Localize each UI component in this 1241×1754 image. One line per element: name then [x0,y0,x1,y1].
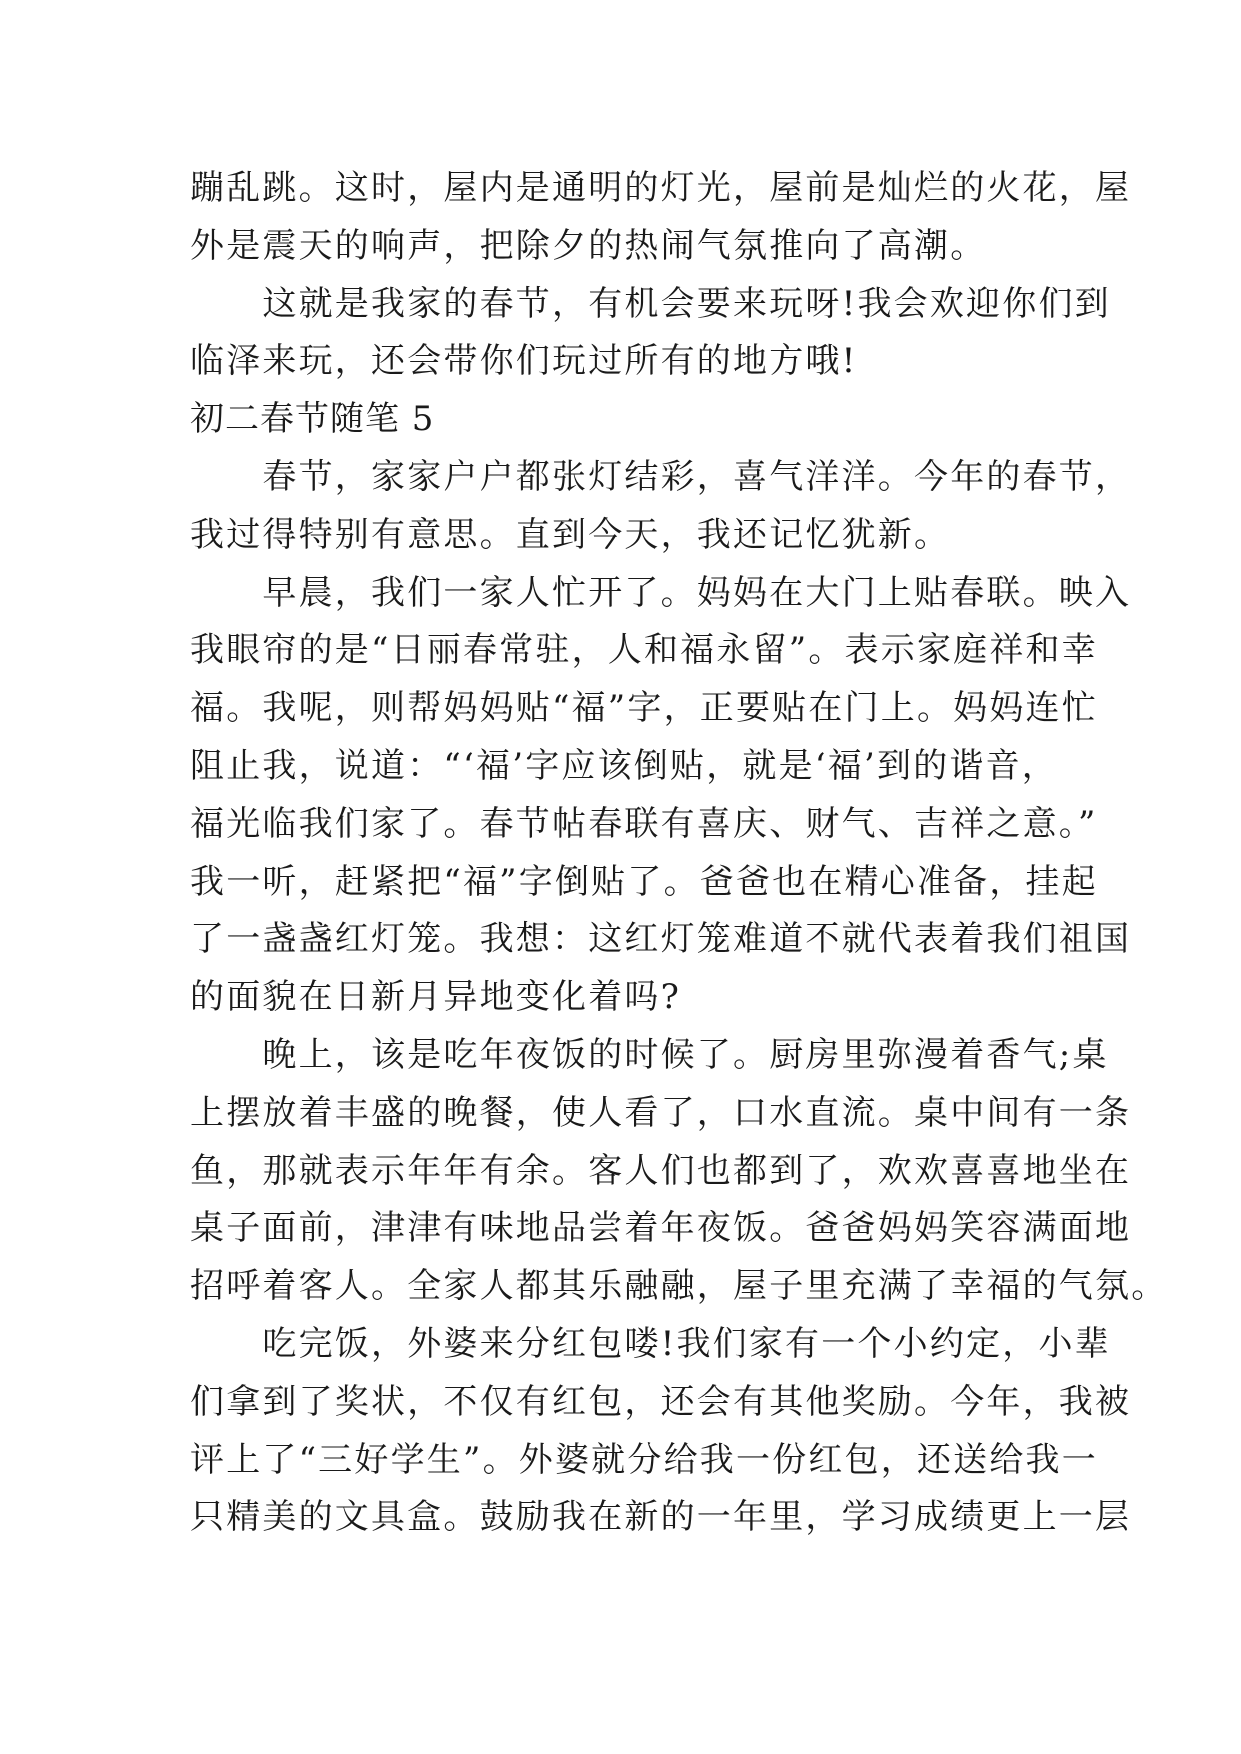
text-line: 我一听，赶紧把“福”字倒贴了。爸爸也在精心准备，挂起 [190,861,1098,902]
document-body [190,160,1168,1547]
text-line: 我眼帘的是“日丽春常驻，人和福永留”。表示家庭祥和幸 [190,630,1098,671]
text-line: 上摆放着丰盛的晚餐，使人看了，口水直流。桌中间有一条 [190,1092,1132,1133]
text-line: 晚上，该是吃年夜饭的时候了。厨房里弥漫着香气;桌 [190,1034,1109,1075]
text-line: 阻止我，说道：“‘福’字应该倒贴，就是‘福’到的谐音， [190,745,1059,786]
text-line: 福光临我们家了。春节帖春联有喜庆、财气、吉祥之意。” [190,803,1098,844]
text-line: 评上了“三好学生”。外婆就分给我一份红包，还送给我一 [190,1439,1098,1480]
text-line: 只精美的文具盒。鼓励我在新的一年里，学习成绩更上一层 [190,1497,1132,1538]
text-line: 蹦乱跳。这时，屋内是通明的灯光，屋前是灿烂的火花，屋 [190,168,1132,208]
text-line: 临泽来玩，还会带你们玩过所有的地方哦! [190,341,858,382]
text-line: 早晨，我们一家人忙开了。妈妈在大门上贴春联。映入 [190,572,1132,613]
section-heading: 初二春节随笔 5 [190,399,435,440]
text-line: 们拿到了奖状，不仅有红包，还会有其他奖励。今年，我被 [190,1381,1132,1422]
text-line: 鱼，那就表示年年有余。客人们也都到了，欢欢喜喜地坐在 [190,1150,1132,1191]
text-line: 这就是我家的春节，有机会要来玩呀!我会欢迎你们到 [190,283,1111,324]
text-line: 桌子面前，津津有味地品尝着年夜饭。爸爸妈妈笑容满面地 [190,1208,1132,1249]
text-line: 外是震天的响声，把除夕的热闹气氛推向了高潮。 [190,225,987,266]
text-line: 福。我呢，则帮妈妈贴“福”字，正要贴在门上。妈妈连忙 [190,688,1098,729]
text-line: 春节，家家户户都张灯结彩，喜气洋洋。今年的春节， [190,456,1132,497]
text-line: 我过得特别有意思。直到今天，我还记忆犹新。 [190,514,951,555]
text-line: 吃完饭，外婆来分红包喽!我们家有一个小约定，小辈 [190,1323,1111,1364]
text-line: 了一盏盏红灯笼。我想：这红灯笼难道不就代表着我们祖国 [190,919,1132,960]
text-line: 招呼着客人。全家人都其乐融融，屋子里充满了幸福的气氛。 [190,1266,1168,1307]
text-line: 的面貌在日新月异地变化着吗? [190,977,682,1018]
